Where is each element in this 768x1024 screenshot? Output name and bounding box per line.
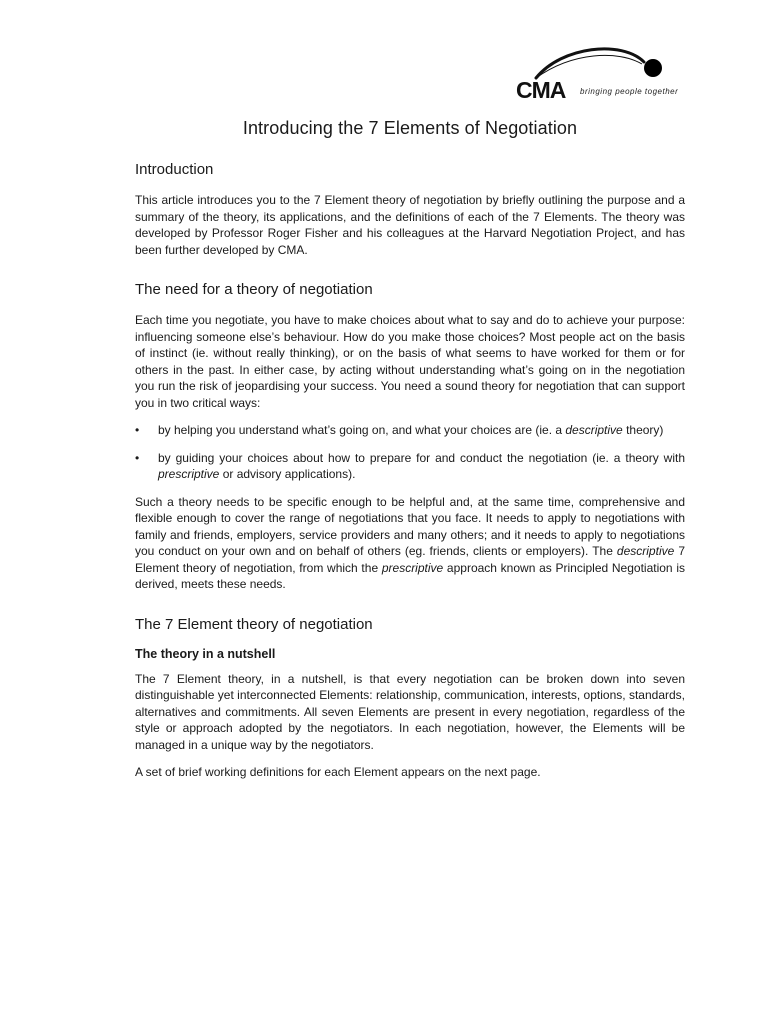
bullet-icon: • <box>135 423 140 437</box>
bullet-icon: • <box>135 450 140 465</box>
logo-brand: CMA <box>516 77 566 103</box>
cma-logo <box>512 38 692 104</box>
need-paragraph-1: Each time you negotiate, you have to make choices about what to say and do to achieve your purpose: influencing someone else’s behaviour. How do you make those choices? Most people act on the basis of instinct (ie. without really thinking), or on the basis of what seems to have worked for them or for others in the past. In either case, by acting without understanding what’s going on in the negotiation you run the risk of jeopardising your success. You need a sound theory for negotiation that can support you in two critical ways: <box>135 313 685 410</box>
section-heading-theory: The 7 Element theory of negotiation <box>135 615 373 633</box>
subheading-nutshell: The theory in a nutshell <box>135 646 276 661</box>
intro-paragraph: This article introduces you to the 7 Element theory of negotiation by briefly outlining the purpose and a summary of the theory, its applications, and the definitions of each of the 7 Elements. The theory was developed by Professor Roger Fisher and his colleagues at the Harvard Negotiation Project, and has been further developed by CMA. <box>135 193 685 257</box>
list-item: • by helping you understand what’s going on, and what your choices are (ie. a descriptive theory) <box>135 423 664 437</box>
document-page <box>135 118 685 792</box>
theory-paragraph-2: A set of brief working definitions for each Element appears on the next page. <box>135 765 541 779</box>
section-heading-need: The need for a theory of negotiation <box>135 281 373 298</box>
section-heading-introduction: Introduction <box>135 161 214 178</box>
need-bullet-list <box>135 422 685 483</box>
page-title: Introducing the 7 Elements of Negotiation <box>242 118 578 138</box>
logo-tagline: bringing people together <box>580 87 679 96</box>
need-paragraph-2: Such a theory needs to be specific enough to be helpful and, at the same time, comprehensive and flexible enough to cover the range of negotiations that you face. It needs to apply to negotiations with family and friends, employers, service providers and many others; and it needs to apply to negotiations you conduct on your own and on behalf of others (eg. friends, clients or employers). The descriptive 7 Element theory of negotiation, from which the prescriptive approach known as Principled Negotiation is derived, meets these needs. <box>135 494 685 591</box>
list-item: • by guiding your choices about how to prepare for and conduct the negotiation (ie. a theory with prescriptive or advisory applications). <box>135 450 685 481</box>
theory-paragraph-1: The 7 Element theory, in a nutshell, is that every negotiation can be broken down into seven distinguishable yet interconnected Elements: relationship, communication, interests, options, standards, alternatives and commitments. All seven Elements are present in every negotiation, regardless of the style or approach adopted by the negotiators. In each negotiation, however, the Elements will be managed in a unique way by the negotiators. <box>135 671 685 752</box>
